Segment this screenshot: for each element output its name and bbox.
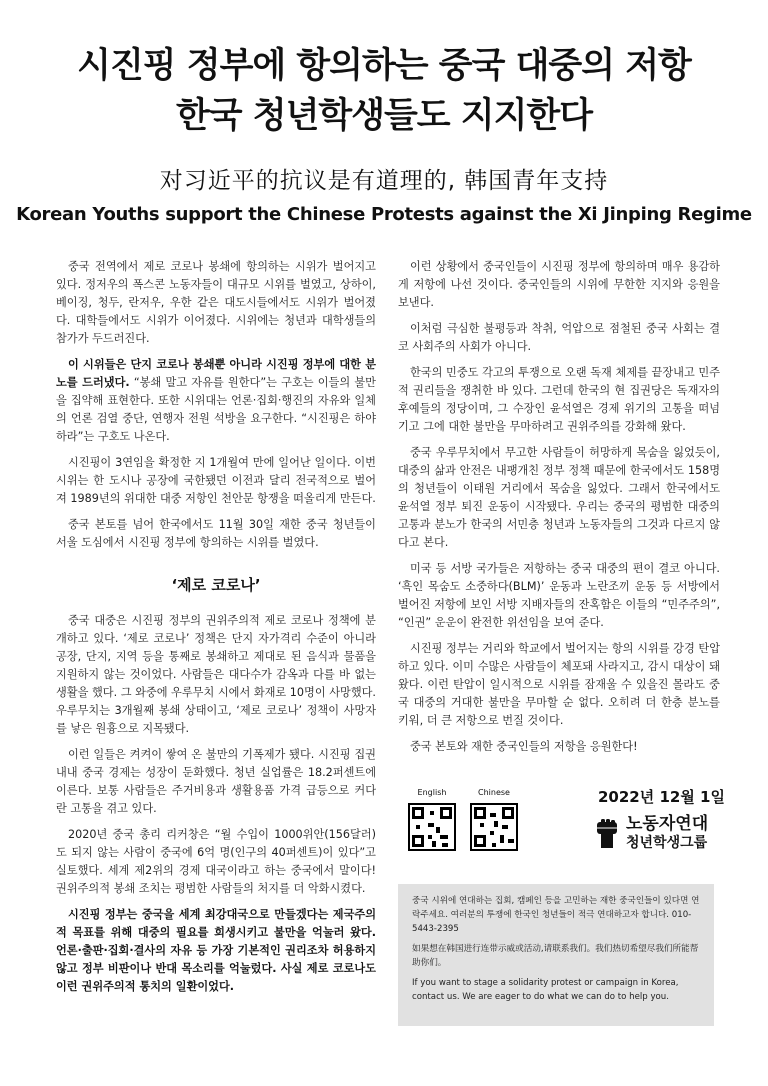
contact-korean: 중국 시위에 연대하는 집회, 캠페인 등을 고민하는 재한 중국인들이 있다면 연락주세요. 여러분의 투쟁에 한국인 청년들이 적극 연대하고자 합니다. 010-5443-2395	[412, 896, 700, 934]
qr-label-english: English	[417, 788, 447, 797]
contact-english: If you want to stage a solidarity protest or campaign in Korea, contact us. We are eager to do what we can do to help you.	[412, 978, 679, 1002]
paragraph: 중국 본토를 넘어 한국에서도 11월 30일 재한 중국 청년들이 서울 도심에서 시진핑 정부에 항의하는 시위를 벌였다.	[56, 518, 376, 549]
paragraph: 시진핑이 3연임을 확정한 지 1개월여 만에 일어난 일이다. 이번 시위는 한 도시나 공장에 국한됐던 이전과 달리 전국적으로 벌어져 1989년의 위대한 대중 저항인 천안문 항쟁을 떠올리게 만든다.	[56, 456, 376, 505]
chinese-qr-block	[470, 788, 518, 851]
headline-line-2: 한국 청년학생들도 지지한다	[175, 96, 593, 136]
paragraph	[56, 356, 376, 446]
english-qr-block	[408, 788, 456, 851]
paragraph: 이런 일들은 켜켜이 쌓여 온 불만의 기폭제가 됐다. 시진핑 집권 내내 중국 경제는 성장이 둔화했다. 청년 실업률은 18.2퍼센트에 이른다. 보통 사람들은 주거비용과 생활용품 가격 급등으로 커다란 고통을 겪고 있다.	[56, 748, 376, 815]
paragraph: 이처럼 극심한 불평등과 착취, 억압으로 점철된 중국 사회는 결코 사회주의 사회가 아니다.	[398, 322, 720, 353]
qr-code-english[interactable]	[408, 803, 456, 851]
left-column	[56, 258, 376, 1004]
section-title: ‘제로 코로나’	[171, 576, 261, 594]
paragraph: 미국 등 서방 국가들은 저항하는 중국 대중의 편이 결코 아니다. ‘흑인 목숨도 소중하다(BLM)’ 운동과 노란조끼 운동 등 서방에서 벌어진 저항에 보인 서방 지배자들의 잔혹함은 이들의 “민주주의”, “인권” 운운이 완전한 위선임을 보여 준다.	[398, 562, 720, 629]
right-column	[398, 258, 720, 764]
qr-label-chinese: Chinese	[478, 788, 510, 797]
paragraph: 중국 전역에서 제로 코로나 봉쇄에 항의하는 시위가 벌어지고 있다. 정저우의 폭스콘 노동자들이 대규모 시위를 벌였고, 상하이, 베이징, 청두, 란저우, 우한 같은 대도시들에서도 시위가 벌어졌다. 대학들에서도 시위가 이어졌다. 시위에는 청년과 대학생들의 참가가 두드러진다.	[56, 260, 376, 345]
paragraph: 중국 우루무치에서 무고한 사람들이 허망하게 목숨을 잃었듯이, 대중의 삶과 안전은 내팽개친 정부 정책 때문에 한국에서도 158명의 청년들이 이태원 거리에서 목숨을 잃었다. 그래서 한국에서도 윤석열 정부 퇴진 운동이 시작됐다. 우리는 중국의 평범한 대중의 고통과 분노가 한국의 서민층 청년과 노동자들의 그것과 다르지 않다고 본다.	[398, 446, 720, 549]
organization-signature	[594, 814, 708, 852]
raised-fist-icon	[594, 818, 620, 848]
headline-line-1: 시진핑 정부에 항의하는 중국 대중의 저항	[77, 46, 691, 86]
organization-subgroup: 청년학생그룹	[626, 835, 708, 851]
issue-date: 2022년 12월 1일	[598, 788, 725, 806]
bold-lead: 이 시위들은 단지 코로나 봉쇄뿐 아니라 시진핑 정부에 대한 분노를 드러냈다.	[56, 358, 376, 389]
paragraph: 한국의 민중도 각고의 투쟁으로 오랜 독재 체제를 끝장내고 민주적 권리들을 쟁취한 바 있다. 그런데 한국의 현 집권당은 독재자의 후예들의 정당이며, 그 수장인 윤석열은 경제 위기의 고통을 떠넘기고 그에 대한 불만을 무마하려고 권위주의를 강화해 왔다.	[398, 366, 720, 433]
subtitle-english: Korean Youths support the Chinese Protests against the Xi Jinping Regime	[16, 204, 752, 225]
qr-code-chinese[interactable]	[470, 803, 518, 851]
subtitle-chinese: 对习近平的抗议是有道理的, 韩国青年支持	[159, 168, 609, 194]
paragraph: 이런 상황에서 중국인들이 시진핑 정부에 항의하며 매우 용감하게 저항에 나선 것이다. 중국인들의 시위에 무한한 지지와 응원을 보낸다.	[398, 260, 720, 309]
paragraph: 중국 본토와 재한 중국인들의 저항을 응원한다!	[410, 740, 638, 753]
paragraph: 시진핑 정부는 거리와 학교에서 벌어지는 항의 시위를 강경 탄압하고 있다. 이미 수많은 사람들이 체포돼 사라지고, 감시 대상이 돼 왔다. 이런 탄압이 일시적으로 시위를 잠재울 수 있을진 몰라도 중국 대중의 거대한 불만을 무마할 순 없다. 오히려 더 한층 분노를 키워, 더 큰 저항으로 번질 것이다.	[398, 642, 720, 727]
organization-name: 노동자연대	[626, 814, 709, 834]
paragraph: 중국 대중은 시진핑 정부의 권위주의적 제로 코로나 정책에 분개하고 있다. ‘제로 코로나’ 정책은 단지 자가격리 수준이 아니라 공장, 단지, 지역 등을 통째로 봉쇄하고 제대로 된 음식과 물품을 지원하지 않는 것이었다. 사람들은 대다수가 감옥과 다를 바 없는 생활을 했다. 그 와중에 우루무치 시에서 화재로 10명이 사망했다. 우루무치는 3개월째 봉쇄 상태이고, ‘제로 코로나’ 정책이 사망자를 낳은 원흉으로 지목됐다.	[56, 614, 376, 735]
paragraph: 2020년 중국 총리 리커창은 “월 수입이 1000위안(156달러)도 되지 않는 사람이 중국에 6억 명(인구의 40퍼센트)이 있다”고 실토했다. 세계 제2위의 경제 대국이라고 하는 중국에서 말이다! 권위주의적 봉쇄 조치는 평범한 사람들의 처지를 더 악화시켰다.	[56, 828, 376, 895]
contact-box	[398, 884, 714, 1026]
contact-chinese: 如果想在韩国进行连带示威或活动,请联系我们。我们热切希望尽我们所能帮助你们。	[412, 944, 699, 968]
bold-paragraph: 시진핑 정부는 중국을 세계 최강대국으로 만들겠다는 제국주의적 목표를 위해 대중의 필요를 희생시키고 불만을 억눌러 왔다. 언론·출판·집회·결사의 자유 등 가장 기본적인 권리조차 허용하지 않고 정부 비판이나 반대 목소리를 억눌렀다. 사실 제로 코로나도 이런 권위주의적 통치의 일환이었다.	[56, 908, 376, 993]
paragraph-rest: “봉쇄 말고 자유를 원한다”는 구호는 이들의 불만을 집약해 표현한다. 또한 시위대는 언론·집회·행진의 자유와 일체의 언론 검열 중단, 연행자 전원 석방을 요구한다. “시진핑은 하야하라”는 구호도 나온다.	[56, 376, 376, 443]
